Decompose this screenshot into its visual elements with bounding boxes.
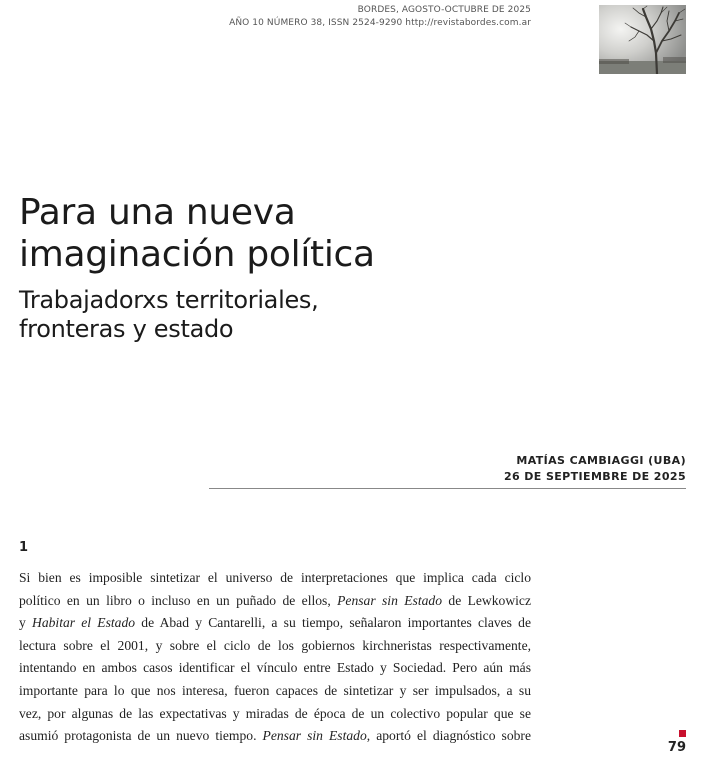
- body-line: [19, 725, 531, 748]
- article-title-line-2: imaginación política: [19, 234, 375, 275]
- body-line: [19, 703, 531, 726]
- article-title: [19, 192, 579, 276]
- body-text-run: importante para lo que nos interesa, fueron capaces de sintetizar y ser impulsados, a su: [19, 682, 531, 698]
- body-text-run: y: [19, 615, 26, 631]
- book-title-italic: Pensar sin Estado: [262, 728, 367, 744]
- section-number: 1: [19, 540, 29, 555]
- byline: [504, 453, 686, 485]
- body-line: [19, 657, 531, 680]
- tree-photo-illustration: [599, 5, 686, 74]
- journal-volume-issn-url: AÑO 10 NÚMERO 38, ISSN 2524-9290 http://revistabordes.com.ar: [229, 18, 531, 28]
- author-name: MATÍAS CAMBIAGGI (UBA): [516, 454, 686, 467]
- byline-divider: [209, 488, 686, 489]
- journal-issue-date: BORDES, AGOSTO-OCTUBRE DE 2025: [357, 5, 531, 15]
- header-photo-tree: [599, 5, 686, 74]
- body-text-run: lectura sobre el 2001, y sobre el ciclo de los gobiernos kirchneristas respectivamente,: [19, 637, 531, 653]
- body-text-run: de Abad y Cantarelli, a su tiempo, señalaron importantes claves de: [141, 615, 532, 631]
- body-text-run: vez, por algunas de las expectativas y miradas de época de un colectivo popular que se: [19, 705, 531, 721]
- body-text-run: intentando en ambos casos identificar el vínculo entre Estado y Sociedad. Pero aún más: [19, 660, 531, 676]
- body-text-run: político en un libro o incluso en un puñado de ellos,: [19, 592, 331, 608]
- publication-date: 26 DE SEPTIEMBRE DE 2025: [503, 470, 686, 483]
- book-title-italic: Habitar el Estado: [32, 615, 136, 631]
- body-line: [19, 567, 531, 590]
- body-line: [19, 590, 531, 613]
- body-line: [19, 680, 531, 703]
- article-subtitle-line-1: Trabajadorxs territoriales,: [19, 286, 319, 314]
- book-title-italic: Pensar sin Estado: [337, 592, 443, 608]
- body-text-run: , aportó el diagnóstico sobre: [366, 728, 531, 744]
- body-text-run: Si bien es imposible sintetizar el universo de interpretaciones que implica cada ciclo: [19, 570, 531, 585]
- page-marker-square: [679, 730, 686, 737]
- body-line: [19, 612, 531, 635]
- body-text-run: de Lewkowicz: [448, 592, 532, 608]
- article-title-line-1: Para una nueva: [19, 192, 296, 233]
- body-paragraph: [19, 567, 531, 748]
- body-line: [19, 635, 531, 658]
- body-text-run: asumió protagonista de un nuevo tiempo.: [19, 728, 257, 744]
- journal-header: [229, 4, 531, 30]
- article-subtitle: [19, 286, 579, 344]
- article-subtitle-line-2: fronteras y estado: [19, 315, 234, 343]
- page-number: 79: [667, 740, 686, 755]
